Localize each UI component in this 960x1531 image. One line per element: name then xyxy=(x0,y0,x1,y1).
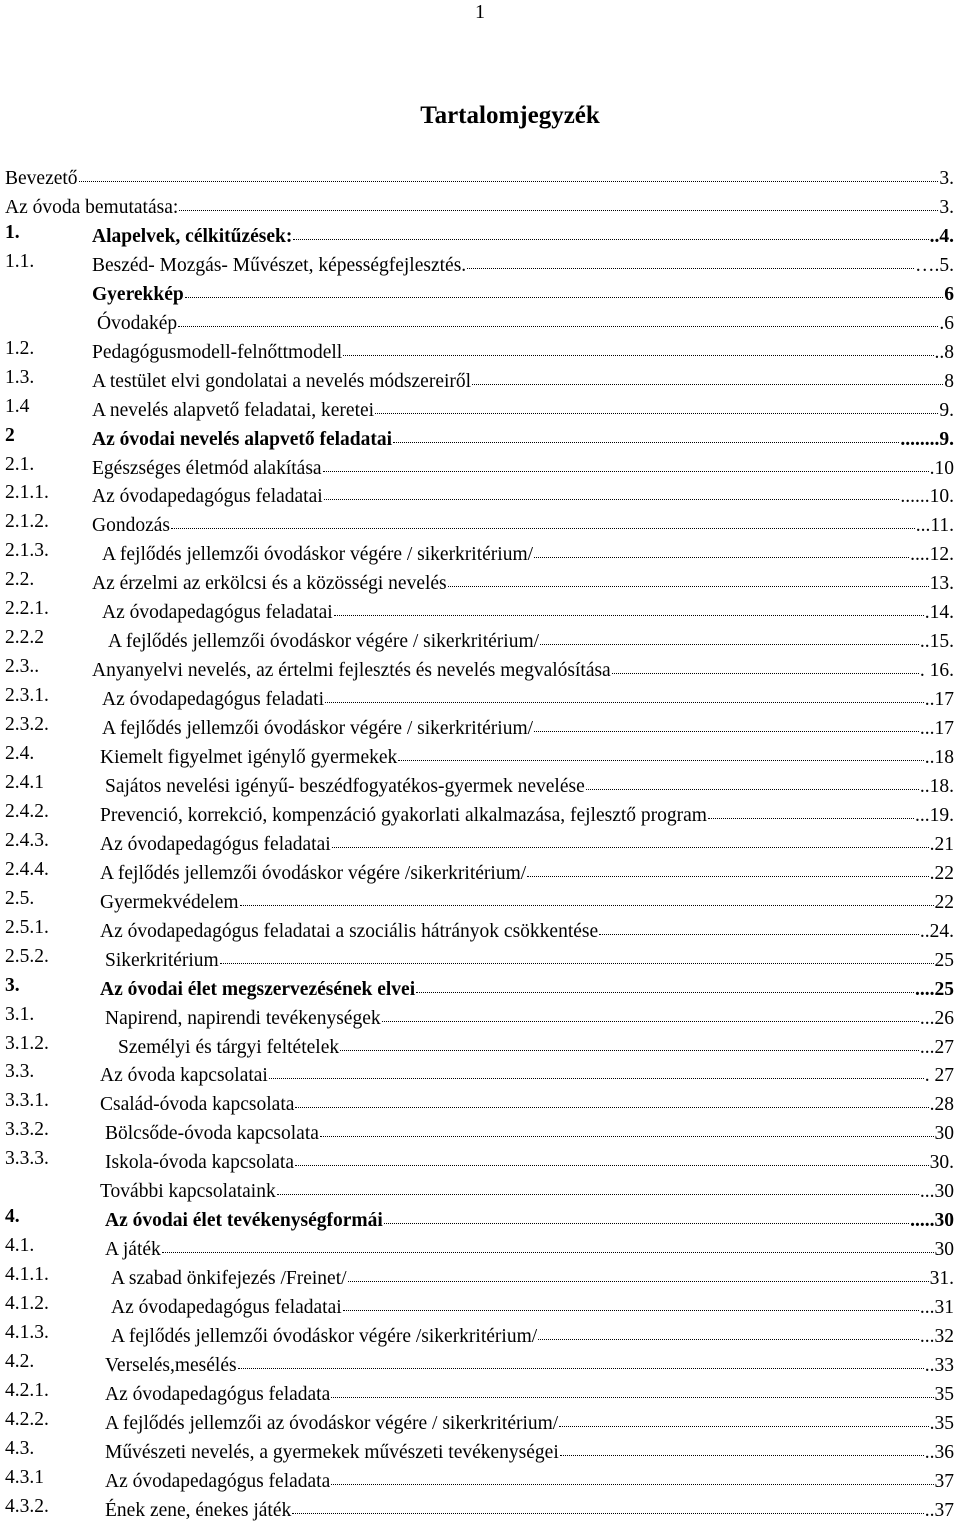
toc-entry-title: A nevelés alapvető feladatai, keretei xyxy=(92,399,375,421)
toc-entry-page: .21 xyxy=(929,833,954,855)
dot-leader xyxy=(240,885,934,906)
toc-entry-title: Az óvodapedagógus feladati xyxy=(102,689,325,711)
toc-entry-page: ....25 xyxy=(915,978,954,1000)
toc-entry-number: 1.3. xyxy=(5,366,35,388)
toc-entry[interactable] xyxy=(5,945,954,974)
dot-leader xyxy=(220,943,934,964)
toc-entry[interactable] xyxy=(5,510,954,539)
dot-leader xyxy=(185,277,944,298)
toc-entry-page: .10 xyxy=(929,457,954,479)
toc-entry-number: 1. xyxy=(5,221,20,243)
toc-entry[interactable] xyxy=(5,1147,954,1176)
toc-entry[interactable] xyxy=(5,974,954,1003)
toc-entry-title: Kiemelt figyelmet igénylő gyermekek xyxy=(100,747,398,768)
toc-entry[interactable] xyxy=(5,163,954,192)
toc-entry-title: Az óvodapedagógus feladatai xyxy=(102,602,333,624)
toc-entry[interactable] xyxy=(5,192,954,221)
toc-entry[interactable] xyxy=(5,1089,954,1118)
toc-entry-number: 3.1.2. xyxy=(5,1032,49,1054)
toc-entry[interactable] xyxy=(5,829,954,858)
toc-entry-number: 2.4.3. xyxy=(5,829,49,851)
toc-entry-page: ..37 xyxy=(924,1499,954,1521)
toc-entry-page: ..4. xyxy=(929,225,954,247)
dot-leader xyxy=(384,1203,909,1224)
dot-leader xyxy=(269,1058,924,1079)
toc-title: Tartalomjegyzék xyxy=(420,102,600,129)
toc-entry-number: 3.1. xyxy=(5,1003,35,1025)
toc-entry-page: 37 xyxy=(934,1470,954,1492)
toc-entry-title: Személyi és tárgyi feltételek xyxy=(118,1036,340,1058)
dot-leader xyxy=(79,161,939,182)
toc-entry-page: .6 xyxy=(939,312,954,334)
toc-entry-number: 2.4. xyxy=(5,743,35,764)
dot-leader xyxy=(527,856,928,877)
toc-entry-page: ...32 xyxy=(919,1326,954,1347)
toc-entry[interactable] xyxy=(5,279,954,308)
toc-entry-page: 25 xyxy=(934,949,954,971)
toc-entry[interactable] xyxy=(5,481,954,510)
toc-entry-title: Az óvodapedagógus feladatai xyxy=(92,486,323,508)
dot-leader xyxy=(331,1377,933,1398)
toc-entry[interactable] xyxy=(5,539,954,568)
toc-entry-page: ..8 xyxy=(934,341,954,363)
toc-entry-page: 8 xyxy=(944,370,954,392)
toc-entry-title: Család-óvoda kapcsolata xyxy=(100,1094,295,1116)
toc-entry-number: 2.4.2. xyxy=(5,800,49,822)
toc-entry-title: Az óvodai élet megszervezésének elvei xyxy=(100,978,416,1000)
toc-entry-title: Ének zene, énekes játék xyxy=(105,1499,292,1521)
toc-entry-title: Pedagógusmodell-felnőttmodell xyxy=(92,341,343,363)
toc-entry-number: 2.1. xyxy=(5,453,35,475)
toc-entry[interactable] xyxy=(5,1118,954,1147)
toc-entry[interactable] xyxy=(5,395,954,424)
toc-entry-title: Gondozás xyxy=(92,515,170,537)
dot-leader xyxy=(295,1145,929,1166)
toc-entry-number: 4.2. xyxy=(5,1350,35,1372)
toc-entry-page: 31. xyxy=(929,1268,954,1290)
toc-entry-number: 2.5.2. xyxy=(5,945,49,967)
dot-leader xyxy=(179,190,938,211)
toc-entry-number: 2.2.1. xyxy=(5,598,49,620)
toc-entry-number: 4.1.2. xyxy=(5,1293,49,1315)
toc-entry-page: . 16. xyxy=(919,660,954,682)
dot-leader xyxy=(472,364,943,385)
dot-leader xyxy=(323,451,929,472)
toc-entry-title: Beszéd- Mozgás- Művészet, képességfejlesztés. xyxy=(92,254,467,276)
toc-entry[interactable] xyxy=(5,1176,954,1205)
toc-entry-page: .35 xyxy=(929,1412,954,1434)
toc-entry-number: 2.3.. xyxy=(5,656,40,678)
toc-entry[interactable] xyxy=(5,800,954,829)
toc-entry[interactable] xyxy=(5,1466,954,1495)
toc-entry-title: Bevezető xyxy=(5,168,78,189)
toc-entry-page: 6 xyxy=(944,283,954,305)
toc-entry-number: 2.2.2 xyxy=(5,627,44,649)
dot-leader xyxy=(293,219,928,240)
toc-entry[interactable] xyxy=(5,1495,954,1524)
toc-entry-page: ..24. xyxy=(919,920,954,942)
dot-leader xyxy=(343,335,933,356)
toc-entry-number: 4.1. xyxy=(5,1235,35,1257)
toc-entry-page: ......10. xyxy=(900,486,954,508)
toc-entry[interactable] xyxy=(5,424,954,453)
toc-entry-page: ........9. xyxy=(900,428,954,450)
toc-entry[interactable] xyxy=(5,1060,954,1089)
toc-entry-number: 1.4 xyxy=(5,395,30,417)
toc-entry-number: 4.1.1. xyxy=(5,1264,49,1286)
toc-entry-title: Az érzelmi az erkölcsi és a közösségi nevelés xyxy=(92,573,447,595)
dot-leader xyxy=(534,537,909,558)
toc-entry-title: Napirend, napirendi tevékenységek xyxy=(105,1007,381,1029)
toc-entry-number: 4. xyxy=(5,1206,20,1228)
dot-leader xyxy=(586,769,919,790)
toc-entry-title: A fejlődés jellemzői óvodáskor végére / sikerkritérium/ xyxy=(102,544,534,566)
dot-leader xyxy=(708,798,914,819)
toc-entry[interactable] xyxy=(5,655,954,684)
toc-entry-title: A játék xyxy=(105,1239,161,1261)
toc-entry-page: 30. xyxy=(929,1152,954,1174)
toc-entry-page: ...26 xyxy=(919,1007,954,1029)
toc-entry-page: ..18. xyxy=(919,775,954,797)
toc-entry-title: A szabad önkifejezés /Freinet/ xyxy=(111,1268,347,1290)
dot-leader xyxy=(448,566,929,587)
dot-leader xyxy=(348,1261,929,1282)
toc-entry-number: 2.1.3. xyxy=(5,540,49,562)
dot-leader xyxy=(559,1406,928,1427)
toc-entry-title: Sajátos nevelési igényű- beszédfogyatékos-gyermek nevelése xyxy=(105,775,585,797)
toc-entry-page: .14. xyxy=(924,602,954,624)
toc-entry-title: A testület elvi gondolatai a nevelés módszereiről xyxy=(92,370,472,392)
toc-entry[interactable] xyxy=(5,1205,954,1234)
toc-entry-page: 13. xyxy=(929,573,954,595)
toc-entry-title: Iskola-óvoda kapcsolata xyxy=(105,1152,294,1174)
toc-entry-title: A fejlődés jellemzői óvodáskor végére / sikerkritérium/ xyxy=(102,718,534,740)
toc-entry-number: 2.3.2. xyxy=(5,714,49,736)
dot-leader xyxy=(334,595,924,616)
dot-leader xyxy=(171,508,915,529)
dot-leader xyxy=(277,1174,919,1195)
dot-leader xyxy=(534,711,919,732)
dot-leader xyxy=(331,1464,933,1485)
toc-entry-number: 2.4.1 xyxy=(5,771,44,793)
toc-entry[interactable] xyxy=(5,308,954,337)
toc-entry-number: 2 xyxy=(5,424,15,446)
dot-leader xyxy=(540,624,919,645)
toc-entry[interactable] xyxy=(5,916,954,945)
toc-entry-title: A fejlődés jellemzői óvodáskor végére / sikerkritérium/ xyxy=(108,631,540,653)
toc-entry-title: Az óvodai nevelés alapvető feladatai xyxy=(92,428,393,450)
toc-entry-title: Anyanyelvi nevelés, az értelmi fejlesztés és nevelés megvalósítása xyxy=(92,660,611,682)
toc-entry-title: A fejlődés jellemzői óvodáskor végére /sikerkritérium/ xyxy=(111,1326,538,1347)
toc-entry[interactable] xyxy=(5,337,954,366)
toc-entry-page: .28 xyxy=(929,1094,954,1116)
toc-entry-page: ...30 xyxy=(919,1181,954,1203)
toc-entry-number: 4.3. xyxy=(5,1437,35,1459)
toc-entry-number: 4.1.3. xyxy=(5,1322,49,1343)
toc-entry-page: 30 xyxy=(934,1123,954,1145)
toc-entry[interactable] xyxy=(5,1379,954,1408)
toc-entry-page: .22 xyxy=(929,862,954,884)
dot-leader xyxy=(599,914,919,935)
toc-entry[interactable] xyxy=(5,684,954,713)
toc-entry[interactable] xyxy=(5,771,954,800)
toc-entry-page: ....12. xyxy=(910,544,954,566)
toc-entry[interactable] xyxy=(5,1234,954,1263)
toc-entry-title: Óvodakép xyxy=(97,312,178,334)
toc-entry[interactable] xyxy=(5,250,954,279)
toc-entry-title: Alapelvek, célkitűzések: xyxy=(92,225,293,247)
toc-entry-page: 35 xyxy=(934,1383,954,1405)
toc-entry-page: ...19. xyxy=(915,804,954,826)
dot-leader xyxy=(560,1435,924,1456)
toc-entry-title: Verselés,mesélés xyxy=(105,1354,237,1376)
toc-entry-title: További kapcsolataink xyxy=(100,1181,276,1203)
toc-entry-page: 30 xyxy=(934,1239,954,1261)
toc-entry-number: 3.3. xyxy=(5,1061,35,1083)
dot-leader xyxy=(393,422,899,443)
toc-entry-number: 4.2.2. xyxy=(5,1408,49,1430)
toc-entry-page: .....30 xyxy=(910,1210,954,1232)
toc-entry-number: 2.3.1. xyxy=(5,685,49,707)
toc-entry-number: 3.3.1. xyxy=(5,1090,49,1112)
dot-leader xyxy=(343,1290,919,1311)
toc-entry[interactable] xyxy=(5,221,954,250)
dot-leader xyxy=(324,479,900,500)
toc-entry-page: ...31 xyxy=(919,1297,954,1319)
toc-entry-page: ..36 xyxy=(924,1441,954,1463)
toc-entry-title: Az óvoda kapcsolatai xyxy=(100,1065,268,1087)
toc-entry-number: 4.3.2. xyxy=(5,1495,49,1517)
toc-entry-page: ..15. xyxy=(919,631,954,653)
toc-entry-page: ….5. xyxy=(915,254,954,276)
toc-entry-page: . 27 xyxy=(924,1065,954,1087)
page-number: 1 xyxy=(475,1,485,23)
dot-leader xyxy=(467,248,914,269)
toc-entry-number: 2.5.1. xyxy=(5,916,49,938)
toc-entry-title: Az óvodai élet tevékenységformái xyxy=(105,1210,383,1232)
toc-entry[interactable] xyxy=(5,453,954,482)
toc-entry-page: ..17 xyxy=(924,689,954,711)
toc-entry-number: 4.3.1 xyxy=(5,1466,44,1488)
toc-entry[interactable] xyxy=(5,1032,954,1061)
toc-entry-title: A fejlődés jellemzői óvodáskor végére /sikerkritérium/ xyxy=(100,862,527,884)
dot-leader xyxy=(538,1319,919,1340)
toc-entry[interactable] xyxy=(5,366,954,395)
toc-entry-page: ...27 xyxy=(919,1036,954,1058)
toc-entry[interactable] xyxy=(5,1003,954,1032)
toc-entry[interactable] xyxy=(5,626,954,655)
toc-entry-number: 1.2. xyxy=(5,337,35,359)
toc-entry-title: Az óvodapedagógus feladata xyxy=(105,1470,331,1492)
toc-entry-number: 2.1.2. xyxy=(5,511,49,533)
dot-leader xyxy=(375,393,938,414)
toc-entry-title: Az óvodapedagógus feladatai xyxy=(100,833,331,855)
toc-entry-number: 3.3.2. xyxy=(5,1119,49,1141)
dot-leader xyxy=(162,1232,934,1253)
toc-entry-title: Az óvodapedagógus feladatai xyxy=(111,1297,342,1319)
toc-entry[interactable] xyxy=(5,597,954,626)
toc-entry-number: 2.1.1. xyxy=(5,482,49,504)
toc-entry-title: Művészeti nevelés, a gyermekek művészeti tevékenységei xyxy=(105,1441,559,1463)
dot-leader xyxy=(325,682,924,703)
dot-leader xyxy=(612,653,919,674)
dot-leader xyxy=(295,1087,928,1108)
toc-entry[interactable] xyxy=(5,1437,954,1466)
toc-entry-title: Sikerkritérium xyxy=(105,949,219,971)
toc-entry-title: Gyerekkép xyxy=(92,283,184,305)
dot-leader xyxy=(416,972,914,993)
toc-entry[interactable] xyxy=(5,568,954,597)
dot-leader xyxy=(340,1030,919,1051)
toc-entry-number: 2.5. xyxy=(5,887,35,909)
toc-entry-title: Bölcsőde-óvoda kapcsolata xyxy=(105,1123,319,1145)
dot-leader xyxy=(382,1001,919,1022)
toc-entry-page: 3. xyxy=(939,168,954,189)
toc-entry[interactable] xyxy=(5,858,954,887)
toc-entry-title: A fejlődés jellemzői az óvodáskor végére / sikerkritérium/ xyxy=(105,1412,559,1434)
toc-entry-number: 4.2.1. xyxy=(5,1379,49,1401)
dot-leader xyxy=(238,1348,924,1369)
toc-entry-title: Az óvoda bemutatása: xyxy=(5,196,179,218)
toc-entry-number: 2.2. xyxy=(5,569,35,591)
toc-entry-title: Az óvodapedagógus feladata xyxy=(105,1383,331,1405)
toc-entry[interactable] xyxy=(5,1321,954,1350)
toc-entry-title: Az óvodapedagógus feladatai a szociális hátrányok csökkentése xyxy=(100,920,599,942)
toc-entry-page: 3. xyxy=(939,196,954,218)
toc-entry[interactable] xyxy=(5,887,954,916)
toc-entry-page: ...17 xyxy=(919,718,954,740)
toc-entry[interactable] xyxy=(5,1292,954,1321)
toc-entry[interactable] xyxy=(5,1408,954,1437)
toc-entry-title: Prevenció, korrekció, kompenzáció gyakorlati alkalmazása, fejlesztő program xyxy=(100,804,707,826)
dot-leader xyxy=(178,306,938,327)
toc-entry-number: 3. xyxy=(5,974,20,996)
dot-leader xyxy=(398,740,923,761)
toc-entry-number: 2.4.4. xyxy=(5,858,49,880)
dot-leader xyxy=(332,827,929,848)
toc-entry-title: Gyermekvédelem xyxy=(100,891,239,913)
toc-entry-title: Egészséges életmód alakítása xyxy=(92,457,322,479)
toc-entry-page: 9. xyxy=(939,399,954,421)
toc-entry[interactable] xyxy=(5,713,954,742)
toc-entry-page: ...11. xyxy=(915,515,954,537)
dot-leader xyxy=(292,1493,924,1514)
toc-entry[interactable] xyxy=(5,1263,954,1292)
toc-entry-number: 3.3.3. xyxy=(5,1148,49,1170)
toc-entry-page: ..18 xyxy=(924,747,954,768)
dot-leader xyxy=(320,1116,934,1137)
toc-entry[interactable] xyxy=(5,742,954,771)
toc-entry[interactable] xyxy=(5,1350,954,1379)
toc-entry-number: 1.1. xyxy=(5,250,35,272)
toc-entry-page: ..33 xyxy=(924,1354,954,1376)
toc-entry-page: 22 xyxy=(934,891,954,913)
